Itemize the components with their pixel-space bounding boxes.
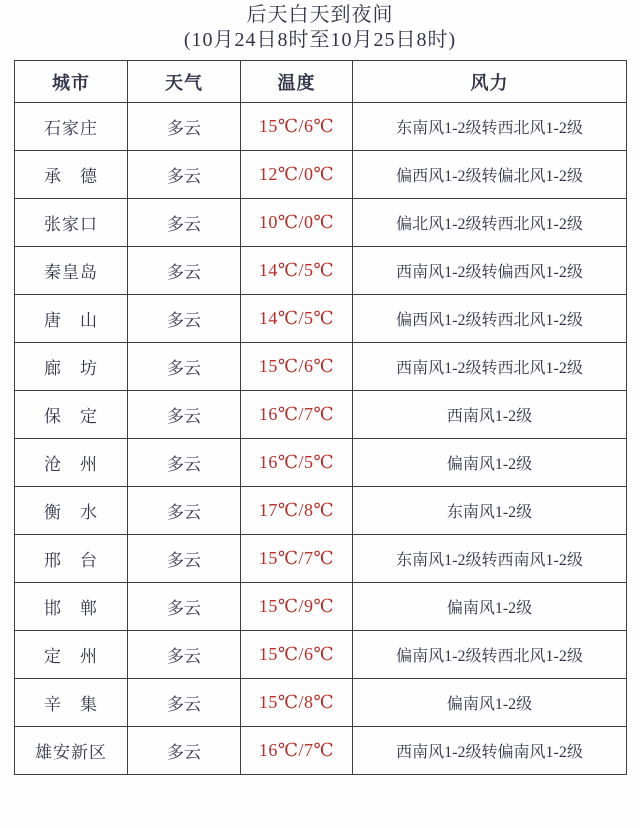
header-temperature: 温度: [241, 61, 353, 103]
temp-cell: 15℃/6℃: [241, 631, 353, 679]
wind-cell: 偏西风1-2级转偏北风1-2级: [353, 151, 627, 199]
wind-cell: 西南风1-2级转偏南风1-2级: [353, 727, 627, 775]
wind-cell: 西南风1-2级转偏西风1-2级: [353, 247, 627, 295]
weather-cell: 多云: [128, 727, 241, 775]
city-cell: 秦皇岛: [15, 247, 128, 295]
city-cell: 石家庄: [15, 103, 128, 151]
city-cell: 沧 州: [15, 439, 128, 487]
header-row: [15, 61, 627, 103]
wind-cell: 东南风1-2级转西北风1-2级: [353, 103, 627, 151]
forecast-table: [14, 60, 627, 775]
table-row: [15, 583, 627, 631]
table-row: [15, 631, 627, 679]
weather-cell: 多云: [128, 247, 241, 295]
wind-cell: 西南风1-2级转西北风1-2级: [353, 343, 627, 391]
temp-cell: 16℃/7℃: [241, 727, 353, 775]
weather-cell: 多云: [128, 439, 241, 487]
city-cell: 唐 山: [15, 295, 128, 343]
wind-cell: 偏南风1-2级转西北风1-2级: [353, 631, 627, 679]
table-row: [15, 151, 627, 199]
weather-cell: 多云: [128, 343, 241, 391]
table-row: [15, 679, 627, 727]
temp-cell: 16℃/7℃: [241, 391, 353, 439]
table-row: [15, 343, 627, 391]
weather-cell: 多云: [128, 199, 241, 247]
header-wind: 风力: [353, 61, 627, 103]
temp-cell: 14℃/5℃: [241, 295, 353, 343]
wind-cell: 东南风1-2级转西南风1-2级: [353, 535, 627, 583]
table-row: [15, 199, 627, 247]
weather-cell: 多云: [128, 679, 241, 727]
table-body: [15, 103, 627, 775]
weather-cell: 多云: [128, 391, 241, 439]
city-cell: 张家口: [15, 199, 128, 247]
weather-cell: 多云: [128, 151, 241, 199]
wind-cell: 东南风1-2级: [353, 487, 627, 535]
temp-cell: 16℃/5℃: [241, 439, 353, 487]
table-row: [15, 247, 627, 295]
table-row: [15, 487, 627, 535]
wind-cell: 偏南风1-2级: [353, 679, 627, 727]
city-cell: 定 州: [15, 631, 128, 679]
city-cell: 廊 坊: [15, 343, 128, 391]
table-row: [15, 103, 627, 151]
weather-cell: 多云: [128, 631, 241, 679]
temp-cell: 15℃/8℃: [241, 679, 353, 727]
temp-cell: 15℃/7℃: [241, 535, 353, 583]
temp-cell: 12℃/0℃: [241, 151, 353, 199]
temp-cell: 10℃/0℃: [241, 199, 353, 247]
weather-cell: 多云: [128, 295, 241, 343]
wind-cell: 偏南风1-2级: [353, 439, 627, 487]
wind-cell: 偏北风1-2级转西北风1-2级: [353, 199, 627, 247]
title-line1: 后天白天到夜间: [246, 4, 394, 26]
table-row: [15, 439, 627, 487]
table-row: [15, 535, 627, 583]
table-row: [15, 295, 627, 343]
weather-cell: 多云: [128, 487, 241, 535]
title-line2: (10月24日8时至10月25日8时): [183, 29, 457, 51]
city-cell: 雄安新区: [15, 727, 128, 775]
wind-cell: 偏西风1-2级转西北风1-2级: [353, 295, 627, 343]
city-cell: 邢 台: [15, 535, 128, 583]
city-cell: 承 德: [15, 151, 128, 199]
city-cell: 辛 集: [15, 679, 128, 727]
weather-cell: 多云: [128, 535, 241, 583]
temp-cell: 15℃/6℃: [241, 103, 353, 151]
weather-cell: 多云: [128, 103, 241, 151]
temp-cell: 17℃/8℃: [241, 487, 353, 535]
temp-cell: 15℃/9℃: [241, 583, 353, 631]
weather-cell: 多云: [128, 583, 241, 631]
wind-cell: 西南风1-2级: [353, 391, 627, 439]
city-cell: 保 定: [15, 391, 128, 439]
header-weather: 天气: [128, 61, 241, 103]
wind-cell: 偏南风1-2级: [353, 583, 627, 631]
city-cell: 衡 水: [15, 487, 128, 535]
temp-cell: 14℃/5℃: [241, 247, 353, 295]
header-city: 城市: [15, 61, 128, 103]
temp-cell: 15℃/6℃: [241, 343, 353, 391]
table-row: [15, 727, 627, 775]
page-title: [0, 0, 640, 53]
city-cell: 邯 郸: [15, 583, 128, 631]
table-row: [15, 391, 627, 439]
